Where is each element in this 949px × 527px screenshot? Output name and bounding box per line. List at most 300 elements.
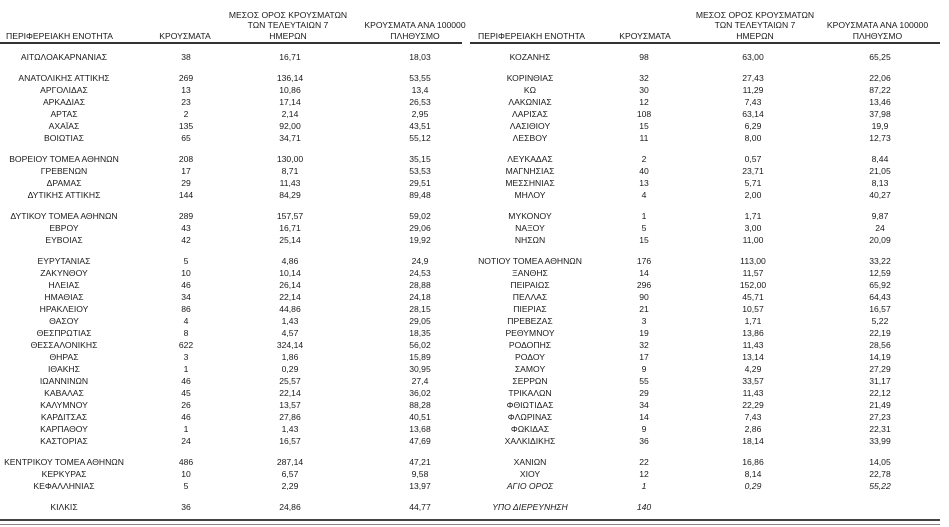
- cell-cases: 26: [181, 400, 191, 410]
- cell-cases: 38: [181, 52, 191, 62]
- cell-avg7: 6,57: [281, 469, 299, 479]
- table-row: [0, 315, 462, 327]
- table-row: [0, 72, 462, 84]
- cell-per100k: 44,77: [409, 502, 431, 512]
- left-table: [0, 0, 466, 513]
- cell-per100k: 16,57: [869, 304, 891, 314]
- table-row: [470, 210, 940, 222]
- cell-region: ΛΑΡΙΣΑΣ: [512, 109, 548, 119]
- cell-avg7: 22,14: [279, 292, 301, 302]
- cell-cases: 29: [639, 388, 649, 398]
- table-row: [0, 210, 462, 222]
- cell-avg7: 63,00: [742, 52, 764, 62]
- cell-per100k: 27,29: [869, 364, 891, 374]
- cell-avg7: 25,57: [279, 376, 301, 386]
- cell-avg7: 1,86: [281, 352, 299, 362]
- cell-per100k: 59,02: [409, 211, 431, 221]
- cell-cases: 19: [639, 328, 649, 338]
- cell-avg7: 136,14: [276, 73, 304, 83]
- table-row: [0, 456, 462, 468]
- cell-region: ΤΡΙΚΑΛΩΝ: [508, 388, 552, 398]
- cell-per100k: 9,58: [411, 469, 429, 479]
- cell-cases: 86: [181, 304, 191, 314]
- cell-avg7: 3,00: [744, 223, 762, 233]
- cell-avg7: 24,86: [279, 502, 301, 512]
- cell-per100k: 33,22: [869, 256, 891, 266]
- table-row: [470, 363, 940, 375]
- cell-cases: 108: [636, 109, 652, 119]
- cell-cases: 5: [183, 481, 189, 491]
- cell-per100k: 43,51: [409, 121, 431, 131]
- cell-region: ΡΟΔΟΠΗΣ: [508, 340, 552, 350]
- cell-per100k: 53,55: [409, 73, 431, 83]
- cell-per100k: 13,46: [869, 97, 891, 107]
- header-per100k-line1: ΚΡΟΥΣΜΑΤΑ ΑΝΑ 100000: [826, 20, 929, 30]
- cell-avg7: 22,14: [279, 388, 301, 398]
- cell-region: ΜΑΓΝΗΣΙΑΣ: [505, 166, 555, 176]
- table-row: [470, 327, 940, 339]
- table-row: [470, 375, 940, 387]
- table-row: [0, 327, 462, 339]
- cell-region: ΖΑΚΥΝΘΟΥ: [40, 268, 88, 278]
- cell-cases: 13: [181, 85, 191, 95]
- table-row: [470, 411, 940, 423]
- cell-per100k: 55,12: [409, 133, 431, 143]
- cell-per100k: 35,15: [409, 154, 431, 164]
- header-avg7-line3: ΗΜΕΡΩΝ: [736, 30, 774, 41]
- cell-per100k: 55,22: [869, 481, 891, 491]
- cell-avg7: 1,71: [744, 211, 762, 221]
- cell-per100k: 47,69: [409, 436, 431, 446]
- cell-cases: 36: [639, 436, 649, 446]
- table-row: [470, 234, 940, 246]
- cell-region: ΒΟΙΩΤΙΑΣ: [44, 133, 84, 143]
- cell-per100k: 40,51: [409, 412, 431, 422]
- cell-region: ΧΑΛΚΙΔΙΚΗΣ: [504, 436, 556, 446]
- cell-cases: 17: [639, 352, 649, 362]
- header-per100k-line1: ΚΡΟΥΣΜΑΤΑ ΑΝΑ 100000: [364, 20, 466, 30]
- cell-region: ΚΙΛΚΙΣ: [50, 502, 78, 512]
- table-row: [0, 351, 462, 363]
- cell-avg7: 130,00: [276, 154, 304, 164]
- cell-avg7: 13,14: [742, 352, 764, 362]
- table-row: [470, 153, 940, 165]
- cell-avg7: 92,00: [279, 121, 301, 131]
- cell-per100k: 22,06: [869, 73, 891, 83]
- cell-avg7: 10,86: [279, 85, 301, 95]
- cell-cases: 140: [636, 502, 652, 512]
- table-row: [0, 303, 462, 315]
- cell-avg7: 0,29: [744, 481, 762, 491]
- cell-cases: 32: [639, 340, 649, 350]
- cell-cases: 269: [178, 73, 194, 83]
- cell-cases: 45: [181, 388, 191, 398]
- cell-region: ΦΛΩΡΙΝΑΣ: [507, 412, 553, 422]
- cell-per100k: 13,4: [411, 85, 429, 95]
- table-row: [0, 423, 462, 435]
- cell-region: ΕΥΡΥΤΑΝΙΑΣ: [37, 256, 91, 266]
- cell-cases: 2: [641, 154, 647, 164]
- cell-cases: 21: [639, 304, 649, 314]
- cell-per100k: 24,53: [409, 268, 431, 278]
- cell-per100k: 65,25: [869, 52, 891, 62]
- cell-region: ΗΛΕΙΑΣ: [48, 280, 80, 290]
- cell-region: ΠΕΛΛΑΣ: [512, 292, 548, 302]
- table-row: [0, 222, 462, 234]
- cell-region: ΧΑΝΙΩΝ: [513, 457, 547, 467]
- cell-avg7: 2,86: [744, 424, 762, 434]
- cell-cases: 40: [639, 166, 649, 176]
- cell-per100k: 14,19: [869, 352, 891, 362]
- table-row: [470, 222, 940, 234]
- cell-region: ΘΕΣΣΑΛΟΝΙΚΗΣ: [30, 340, 98, 350]
- cell-avg7: 157,57: [276, 211, 304, 221]
- table-row: [470, 72, 940, 84]
- cell-per100k: 33,99: [869, 436, 891, 446]
- cell-region: ΝΑΞΟΥ: [515, 223, 545, 233]
- table-row: [0, 165, 462, 177]
- cell-per100k: 19,92: [409, 235, 431, 245]
- cell-avg7: 8,71: [281, 166, 299, 176]
- table-row: [0, 411, 462, 423]
- cell-cases: 55: [639, 376, 649, 386]
- cell-avg7: 113,00: [740, 256, 766, 266]
- cell-region: ΚΟΡΙΝΘΙΑΣ: [506, 73, 554, 83]
- cell-region: ΛΕΣΒΟΥ: [512, 133, 548, 143]
- header-avg7-line1: ΜΕΣΟΣ ΟΡΟΣ ΚΡΟΥΣΜΑΤΩΝ: [228, 9, 348, 20]
- cell-region: ΑΝΑΤΟΛΙΚΗΣ ΑΤΤΙΚΗΣ: [18, 73, 110, 83]
- cell-per100k: 18,35: [409, 328, 431, 338]
- cell-avg7: 18,14: [742, 436, 764, 446]
- cell-per100k: 19,9: [871, 121, 889, 131]
- cell-cases: 43: [181, 223, 191, 233]
- cell-avg7: 16,86: [742, 457, 764, 467]
- cell-per100k: 13,68: [409, 424, 431, 434]
- cell-region: ΛΑΚΩΝΙΑΣ: [508, 97, 552, 107]
- cell-cases: 622: [178, 340, 194, 350]
- cell-cases: 289: [178, 211, 194, 221]
- cell-per100k: 53,53: [409, 166, 431, 176]
- table-row: [0, 468, 462, 480]
- cell-region: ΦΘΙΩΤΙΔΑΣ: [506, 400, 554, 410]
- cell-region: ΗΜΑΘΙΑΣ: [44, 292, 84, 302]
- cell-cases: 29: [181, 178, 191, 188]
- table-row: [470, 165, 940, 177]
- cell-avg7: 44,86: [279, 304, 301, 314]
- cell-per100k: 40,27: [869, 190, 891, 200]
- cell-avg7: 33,57: [742, 376, 764, 386]
- cell-region: ΔΡΑΜΑΣ: [46, 178, 82, 188]
- cell-per100k: 9,87: [871, 211, 889, 221]
- cell-avg7: 5,71: [744, 178, 762, 188]
- cell-region: ΜΥΚΟΝΟΥ: [508, 211, 552, 221]
- cell-avg7: 2,00: [744, 190, 762, 200]
- cell-cases: 15: [639, 235, 649, 245]
- cell-avg7: 16,71: [279, 52, 301, 62]
- cell-region: ΡΕΘΥΜΝΟΥ: [505, 328, 555, 338]
- cell-region: ΕΒΡΟΥ: [49, 223, 79, 233]
- cell-avg7: 16,71: [279, 223, 301, 233]
- table-row: [0, 120, 462, 132]
- cell-cases: 46: [181, 280, 191, 290]
- cell-avg7: 11,57: [742, 268, 764, 278]
- cell-per100k: 88,28: [409, 400, 431, 410]
- table-row: [0, 480, 462, 492]
- cell-per100k: 12,59: [869, 268, 891, 278]
- cell-cases: 34: [181, 292, 191, 302]
- table-row: [0, 255, 462, 267]
- cell-cases: 3: [183, 352, 189, 362]
- table-row: [470, 267, 940, 279]
- table-header: [0, 0, 466, 44]
- cell-per100k: 22,78: [869, 469, 891, 479]
- cell-region: ΚΟΖΑΝΗΣ: [509, 52, 551, 62]
- table-row: [0, 108, 462, 120]
- header-per100k-line2: ΠΛΗΘΥΣΜΟ: [852, 30, 903, 41]
- cell-region: ΠΡΕΒΕΖΑΣ: [507, 316, 553, 326]
- table-row: [0, 435, 462, 447]
- cell-per100k: 8,13: [871, 178, 889, 188]
- table-row: [0, 267, 462, 279]
- cell-region: ΗΡΑΚΛΕΙΟΥ: [39, 304, 89, 314]
- cell-region: ΚΕΦΑΛΛΗΝΙΑΣ: [33, 481, 95, 491]
- cell-per100k: 64,43: [869, 292, 891, 302]
- cell-per100k: 28,56: [869, 340, 891, 350]
- cell-avg7: 324,14: [276, 340, 304, 350]
- cell-cases: 14: [639, 268, 649, 278]
- cell-avg7: 11,29: [742, 85, 764, 95]
- cell-region: ΜΗΛΟΥ: [514, 190, 546, 200]
- table-row: [470, 120, 940, 132]
- table-row: [0, 96, 462, 108]
- cell-region: ΑΧΑΪΑΣ: [48, 121, 80, 131]
- cell-cases: 176: [636, 256, 652, 266]
- cell-per100k: 22,31: [869, 424, 891, 434]
- cell-cases: 42: [181, 235, 191, 245]
- cell-cases: 3: [641, 316, 647, 326]
- table-row: [0, 363, 462, 375]
- cell-region: ΣΑΜΟΥ: [514, 364, 546, 374]
- table-body: [0, 44, 462, 513]
- cell-cases: 296: [636, 280, 652, 290]
- cell-region: ΛΕΥΚΑΔΑΣ: [507, 154, 553, 164]
- cell-avg7: 1,71: [744, 316, 762, 326]
- cell-avg7: 63,14: [742, 109, 764, 119]
- cell-cases: 98: [639, 52, 649, 62]
- cell-cases: 208: [178, 154, 194, 164]
- table-row: [470, 435, 940, 447]
- header-avg7-line2: ΤΩΝ ΤΕΛΕΥΤΑΙΩΝ 7: [247, 20, 329, 30]
- header-cases: ΚΡΟΥΣΜΑΤΑ: [619, 30, 671, 41]
- table-row: [0, 399, 462, 411]
- cell-region: ΔΥΤΙΚΟΥ ΤΟΜΕΑ ΑΘΗΝΩΝ: [10, 211, 118, 221]
- cell-per100k: 29,05: [409, 316, 431, 326]
- table-row: [0, 375, 462, 387]
- cell-avg7: 7,43: [744, 412, 762, 422]
- header-per100k-line2: ΠΛΗΘΥΣΜΟ: [390, 30, 440, 41]
- cell-cases: 9: [641, 364, 647, 374]
- cell-region: ΚΑΡΠΑΘΟΥ: [40, 424, 88, 434]
- cell-per100k: 27,23: [869, 412, 891, 422]
- cell-cases: 5: [641, 223, 647, 233]
- cell-region: ΙΩΑΝΝΙΝΩΝ: [39, 376, 89, 386]
- cell-per100k: 22,19: [869, 328, 891, 338]
- cell-per100k: 24,18: [409, 292, 431, 302]
- cell-region: ΥΠΟ ΔΙΕΡΕΥΝΗΣΗ: [492, 502, 568, 512]
- cell-cases: 1: [183, 424, 189, 434]
- table-row: [470, 84, 940, 96]
- cell-avg7: 11,43: [742, 388, 764, 398]
- table-row: [470, 351, 940, 363]
- cell-avg7: 4,57: [281, 328, 299, 338]
- cell-cases: 2: [183, 109, 189, 119]
- cell-avg7: 7,43: [744, 97, 762, 107]
- cell-per100k: 21,05: [869, 166, 891, 176]
- cell-avg7: 26,14: [279, 280, 301, 290]
- table-bottom-rule: [0, 519, 940, 525]
- cell-per100k: 20,09: [869, 235, 891, 245]
- cell-per100k: 21,49: [869, 400, 891, 410]
- cell-region: ΞΑΝΘΗΣ: [512, 268, 548, 278]
- cell-cases: 1: [183, 364, 189, 374]
- cell-avg7: 2,29: [281, 481, 299, 491]
- cell-cases: 12: [639, 97, 649, 107]
- table-row: [470, 456, 940, 468]
- cell-per100k: 56,02: [409, 340, 431, 350]
- table-row: [470, 108, 940, 120]
- cell-per100k: 15,89: [409, 352, 431, 362]
- cell-avg7: 84,29: [279, 190, 301, 200]
- table-row: [0, 51, 462, 63]
- cell-cases: 8: [183, 328, 189, 338]
- cell-region: ΚΕΡΚΥΡΑΣ: [41, 469, 87, 479]
- cell-cases: 135: [178, 121, 194, 131]
- header-avg7: [695, 10, 815, 42]
- cell-per100k: 37,98: [869, 109, 891, 119]
- cell-per100k: 14,05: [869, 457, 891, 467]
- cell-region: ΚΩ: [523, 85, 537, 95]
- cell-per100k: 89,48: [409, 190, 431, 200]
- table-row: [470, 423, 940, 435]
- cell-cases: 10: [181, 469, 191, 479]
- cell-avg7: 27,86: [279, 412, 301, 422]
- cell-region: ΚΑΒΑΛΑΣ: [44, 388, 84, 398]
- cell-avg7: 45,71: [742, 292, 764, 302]
- cell-per100k: 30,95: [409, 364, 431, 374]
- cell-cases: 24: [181, 436, 191, 446]
- cell-cases: 12: [639, 469, 649, 479]
- cell-region: ΚΕΝΤΡΙΚΟΥ ΤΟΜΕΑ ΑΘΗΝΩΝ: [4, 457, 124, 467]
- cell-region: ΑΡΚΑΔΙΑΣ: [42, 97, 86, 107]
- cell-cases: 10: [181, 268, 191, 278]
- cell-cases: 17: [181, 166, 191, 176]
- cell-cases: 11: [639, 133, 649, 143]
- cell-region: ΚΑΡΔΙΤΣΑΣ: [40, 412, 88, 422]
- cell-cases: 36: [181, 502, 191, 512]
- cell-per100k: 24: [875, 223, 885, 233]
- table-row: [470, 399, 940, 411]
- cell-region: ΠΙΕΡΙΑΣ: [513, 304, 547, 314]
- cell-cases: 4: [183, 316, 189, 326]
- table-row: [0, 279, 462, 291]
- cell-per100k: 26,53: [409, 97, 431, 107]
- table-row: [470, 132, 940, 144]
- cell-region: ΙΘΑΚΗΣ: [48, 364, 80, 374]
- cell-avg7: 4,29: [744, 364, 762, 374]
- cell-region: ΕΥΒΟΙΑΣ: [45, 235, 83, 245]
- table-row: [470, 468, 940, 480]
- header-avg7-line3: ΗΜΕΡΩΝ: [269, 30, 307, 41]
- cell-region: ΡΟΔΟΥ: [515, 352, 545, 362]
- cell-per100k: 65,92: [869, 280, 891, 290]
- table-row: [0, 132, 462, 144]
- cell-avg7: 8,00: [744, 133, 762, 143]
- cell-region: ΑΡΤΑΣ: [50, 109, 78, 119]
- cell-cases: 32: [639, 73, 649, 83]
- cell-per100k: 31,17: [869, 376, 891, 386]
- table-row: [470, 315, 940, 327]
- cell-avg7: 2,14: [281, 109, 299, 119]
- cell-avg7: 0,29: [281, 364, 299, 374]
- header-avg7-line1: ΜΕΣΟΣ ΟΡΟΣ ΚΡΟΥΣΜΑΤΩΝ: [695, 9, 815, 20]
- cell-region: ΚΑΛΥΜΝΟΥ: [40, 400, 88, 410]
- table-row: [0, 177, 462, 189]
- table-row: [0, 387, 462, 399]
- table-row: [470, 189, 940, 201]
- cell-per100k: 29,06: [409, 223, 431, 233]
- cell-avg7: 34,71: [279, 133, 301, 143]
- cell-per100k: 8,44: [871, 154, 889, 164]
- cell-region: ΝΟΤΙΟΥ ΤΟΜΕΑ ΑΘΗΝΩΝ: [478, 256, 582, 266]
- header-avg7: [228, 10, 348, 42]
- cell-cases: 4: [641, 190, 647, 200]
- table-row: [470, 339, 940, 351]
- cell-cases: 23: [181, 97, 191, 107]
- table-row: [470, 51, 940, 63]
- header-region: ΠΕΡΙΦΕΡΕΙΑΚΗ ΕΝΟΤΗΤΑ: [6, 30, 113, 41]
- cell-cases: 65: [181, 133, 191, 143]
- table-header: [470, 0, 940, 44]
- cell-per100k: 28,88: [409, 280, 431, 290]
- right-table: [470, 0, 940, 513]
- cell-region: ΘΕΣΠΡΩΤΙΑΣ: [36, 328, 92, 338]
- cell-region: ΣΕΡΡΩΝ: [512, 376, 548, 386]
- cell-per100k: 13,97: [409, 481, 431, 491]
- cell-avg7: 4,86: [281, 256, 299, 266]
- cell-per100k: 2,95: [411, 109, 429, 119]
- cell-avg7: 10,14: [279, 268, 301, 278]
- cell-per100k: 47,21: [409, 457, 431, 467]
- cell-per100k: 28,15: [409, 304, 431, 314]
- cell-avg7: 23,71: [742, 166, 764, 176]
- cell-region: ΘΑΣΟΥ: [49, 316, 79, 326]
- table-row: [0, 84, 462, 96]
- cell-region: ΚΑΣΤΟΡΙΑΣ: [40, 436, 88, 446]
- cell-per100k: 27,4: [411, 376, 429, 386]
- table-row: [470, 279, 940, 291]
- cell-avg7: 0,57: [744, 154, 762, 164]
- cell-cases: 13: [639, 178, 649, 188]
- cell-avg7: 13,86: [742, 328, 764, 338]
- table-row: [470, 291, 940, 303]
- cell-region: ΜΕΣΣΗΝΙΑΣ: [505, 178, 555, 188]
- cell-avg7: 11,00: [742, 235, 764, 245]
- table-body: [470, 44, 940, 513]
- cell-region: ΛΑΣΙΘΙΟΥ: [509, 121, 551, 131]
- cell-cases: 14: [639, 412, 649, 422]
- cell-avg7: 152,00: [739, 280, 767, 290]
- cell-region: ΧΙΟΥ: [519, 469, 541, 479]
